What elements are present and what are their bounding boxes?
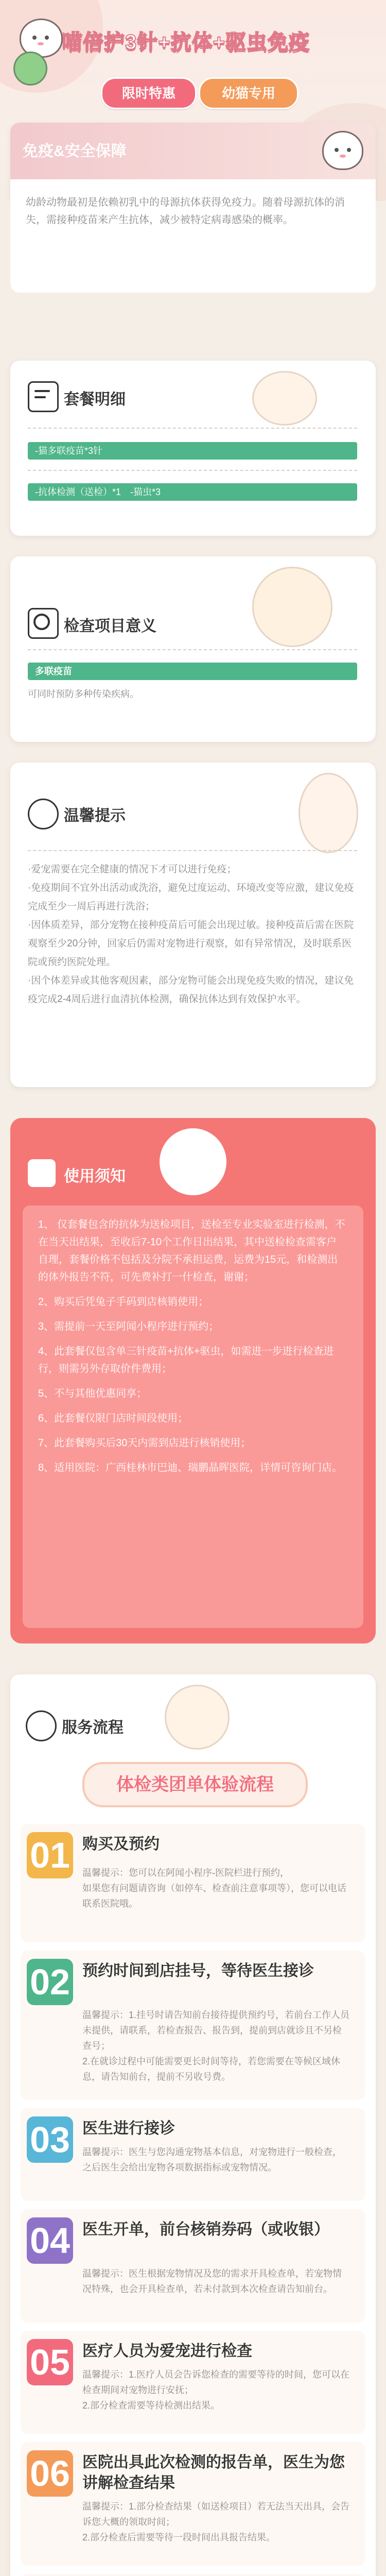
step-tip bbox=[82, 1865, 350, 1911]
notice-body bbox=[23, 1206, 363, 1628]
service-heading: 服务流程 bbox=[62, 1719, 124, 1736]
step-tip bbox=[82, 2007, 350, 2084]
page-title: 喵倍护3针+抗体+驱虫免疫 bbox=[62, 31, 310, 54]
bulb-icon bbox=[28, 799, 59, 829]
step-number: 06 bbox=[27, 2450, 73, 2497]
intro-card bbox=[10, 123, 376, 293]
tip-line: ·免疫期间不宜外出活动或洗浴，避免过度运动、环境改变等应激，建议免疫完成至少一周后再进行洗浴； bbox=[28, 883, 354, 912]
step-title: 医院出具此次检测的报告单，医生为您讲解检查结果 bbox=[82, 2454, 345, 2492]
step-title: 预约时间到店挂号，等待医生接诊 bbox=[82, 1962, 314, 1979]
notice-line: 3、需提前一天至阿闻小程序进行预约； bbox=[38, 1321, 219, 1332]
step-tip-line: 2.部分检查需要等待检测出结果。 bbox=[82, 2400, 220, 2411]
step-card bbox=[21, 2108, 365, 2201]
step-number: 05 bbox=[27, 2339, 73, 2385]
step-tip bbox=[82, 2367, 350, 2413]
divider bbox=[28, 850, 357, 851]
package-item: -抗体检测（送检）*1 -猫虫*3 bbox=[28, 483, 357, 501]
notice-line: 6、此套餐仅限门店时间段使用； bbox=[38, 1413, 188, 1424]
ball-icon bbox=[13, 52, 47, 86]
step-title: 医疗人员为爱宠进行检查 bbox=[82, 2343, 252, 2360]
step-card bbox=[21, 2209, 365, 2323]
cat-mascot-icon bbox=[160, 1128, 226, 1195]
intro-heading: 免疫&安全保障 bbox=[23, 143, 127, 160]
notice-line: 8、适用医院：广西桂林市巴迪、瑞鹏晶晖医院，详情可咨询门店。 bbox=[38, 1462, 343, 1473]
step-number: 02 bbox=[27, 1959, 73, 2005]
meaning-bar: 多联疫苗 bbox=[28, 663, 357, 680]
notice-icon bbox=[28, 1159, 56, 1187]
tip-line: ·因体质差异，部分宠物在接种疫苗后可能会出现过敏。接种疫苗后需在医院观察至少20分钟，回家后仍需对宠物进行观察，如有异常情况，及时联系医院或预约医院处理。 bbox=[28, 920, 354, 968]
step-title: 购买及预约 bbox=[82, 1836, 160, 1853]
step-card bbox=[21, 2331, 365, 2434]
package-item: -猫多联疫苗*3针 bbox=[28, 442, 357, 460]
step-title: 医生开单，前台核销券码（或收银） bbox=[82, 2221, 329, 2238]
step-tip: 温馨提示：医生与您沟通宠物基本信息，对宠物进行一般检查，之后医生会给出宠物各项数据指标或宠物情况。 bbox=[82, 2147, 342, 2173]
badge-kitten-only: 幼猫专用 bbox=[199, 77, 299, 109]
step-tip-line: 2.在就诊过程中可能需要更长时间等待，若您需要在等候区域休息，请告知前台，提前不另收号费。 bbox=[82, 2056, 341, 2082]
divider bbox=[28, 649, 357, 650]
cat-mascot-icon bbox=[165, 1685, 230, 1750]
step-tip-line: 温馨提示：您可以在阿闻小程序-医院栏进行预约， bbox=[82, 1868, 289, 1878]
flow-icon bbox=[26, 1710, 57, 1741]
badge-limited-offer: 限时特惠 bbox=[101, 77, 197, 109]
step-number: 01 bbox=[27, 1832, 73, 1878]
tips-card bbox=[10, 762, 376, 1087]
service-banner: 体检类团单体验流程 bbox=[82, 1762, 308, 1807]
divider bbox=[28, 470, 357, 471]
meaning-heading: 检查项目意义 bbox=[64, 618, 156, 635]
step-tip bbox=[82, 2499, 350, 2545]
bear-mascot-icon bbox=[252, 371, 317, 426]
tips-text bbox=[28, 860, 357, 1009]
rabbit-mascot-icon bbox=[299, 773, 358, 853]
divider bbox=[28, 428, 357, 429]
notice-heading: 使用须知 bbox=[64, 1168, 126, 1185]
document-icon bbox=[28, 381, 59, 412]
step-tip-line: 2.部分检查后需要等待一段时间出具报告结果。 bbox=[82, 2532, 276, 2543]
tip-line: ·爱宠需要在完全健康的情况下才可以进行免疫； bbox=[28, 864, 237, 875]
step-tip-line: 温馨提示：1.挂号时请告知前台接待提供预约号，若前台工作人员未提供，请联系，若检查报告、报告到，提前到店就诊且不另检查号； bbox=[82, 2010, 350, 2051]
step-number: 03 bbox=[27, 2116, 73, 2163]
notice-card bbox=[10, 1118, 376, 1643]
step-tip: 温馨提示：医生根据宠物情况及您的需求开具检查单，若宠物情况特殊，也会开具检查单，若未付款到本次检查请告知前台。 bbox=[82, 2268, 342, 2294]
notice-line: 2、购买后凭兔子手码到店核销使用； bbox=[38, 1296, 209, 1308]
notice-line: 7、此套餐购买后30天内需到店进行核销使用； bbox=[38, 1437, 251, 1449]
notice-line: 5、不与其他优惠同享； bbox=[38, 1388, 147, 1399]
notice-line: 1、 仅套餐包含的抗体为送检项目，送检至专业实验室进行检测，不在当天出结果，至收后7-10个工作日出结果，其中送检检查需客户自理，套餐价格不包括及分院不承担运费，运费为15元，和检测出的体外报告不符，可先费补打一什检查，谢谢； bbox=[38, 1219, 345, 1283]
intro-text: 幼龄动物最初是依赖初乳中的母源抗体获得免疫力。随着母源抗体的消失，需接种疫苗来产生抗体，减少被特定病毒感染的概率。 bbox=[26, 197, 345, 226]
tip-line: ·因个体差异或其他客观因素，部分宠物可能会出现免疫失败的情况，建议免疫完成2-4周后进行血清抗体检测，确保抗体达到有效保护水平。 bbox=[28, 975, 354, 1005]
step-title: 医生进行接诊 bbox=[82, 2120, 175, 2137]
step-tip-line: 温馨提示：1.医疗人员会告诉您检查的需要等待的时间，您可以在检查期间对宠物进行安抚； bbox=[82, 2369, 350, 2395]
search-icon bbox=[28, 608, 59, 639]
package-card bbox=[10, 361, 376, 536]
tips-heading: 温馨提示 bbox=[64, 807, 126, 824]
notice-lines bbox=[38, 1216, 347, 1477]
step-card bbox=[21, 1824, 365, 1942]
step-card bbox=[21, 2442, 365, 2566]
notice-line: 4、此套餐仅包含单三针疫苗+抗体+驱虫，如需进一步进行检查进行，则需另外存取价件费用； bbox=[38, 1346, 334, 1375]
step-card bbox=[21, 1951, 365, 2100]
cat-mascot-icon bbox=[252, 567, 332, 647]
step-tip-line: 温馨提示：1.部分检查结果（如送检项目）若无法当天出具，会告诉您大概的领取时间； bbox=[82, 2501, 350, 2527]
meaning-card bbox=[10, 556, 376, 742]
package-heading: 套餐明细 bbox=[64, 391, 126, 408]
step-tip-line: 如果您有问题请咨询（如停车、检查前注意事项等），您可以电话联系医院哦。 bbox=[82, 1883, 346, 1909]
step-card bbox=[21, 2574, 365, 2576]
step-number: 04 bbox=[27, 2217, 73, 2264]
cat-mascot-icon bbox=[322, 131, 363, 170]
service-card bbox=[10, 1674, 376, 2576]
meaning-text: 可同时预防多种传染疾病。 bbox=[28, 689, 139, 699]
steps-list bbox=[21, 1824, 365, 2576]
